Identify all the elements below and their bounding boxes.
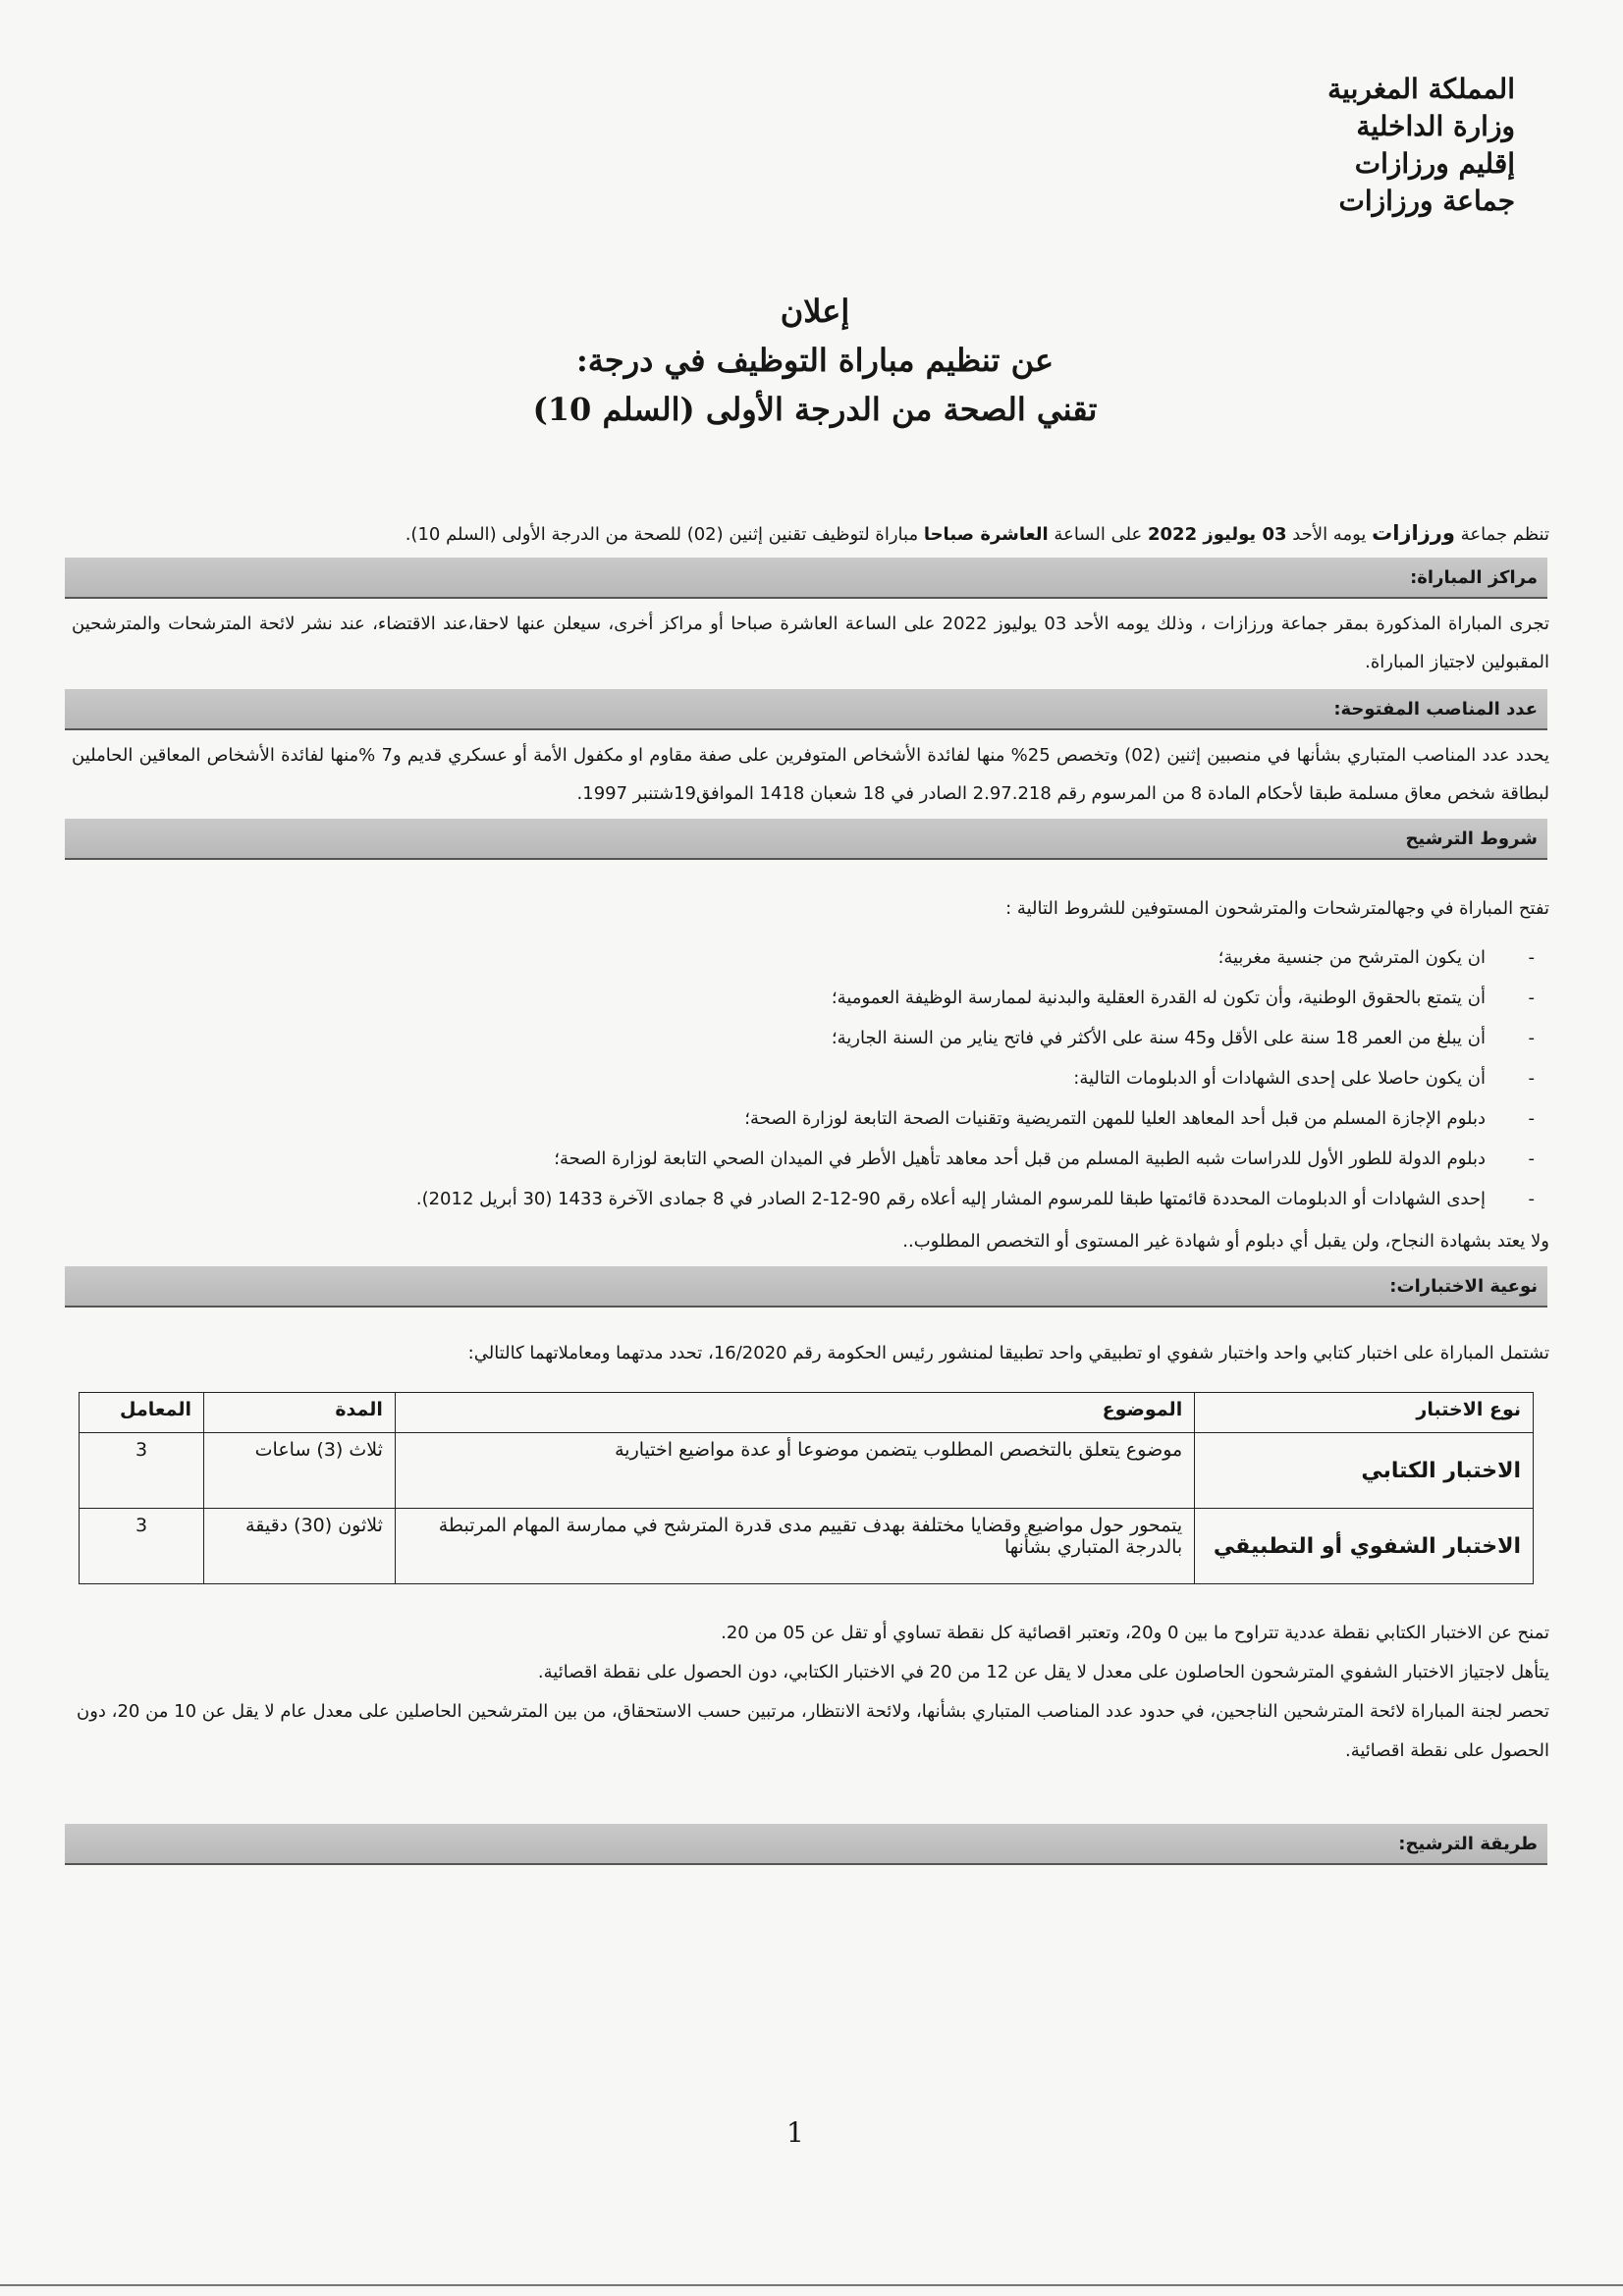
conditions-intro: تفتح المباراة في وجهالمترشحات والمترشحون المستوفين للشروط التالية :: [1005, 898, 1549, 919]
intro-time: العاشرة صباحا: [923, 524, 1049, 545]
condition-text: دبلوم الدولة للطور الأول للدراسات شبه الطبية المسلم من قبل أحد معاهد تأهيل الأطر في الميدان الصحي التابعة لوزارة الصحة؛: [554, 1148, 1486, 1169]
list-item: [111, 1139, 1535, 1179]
note-oral-eligibility: يتأهل لاجتياز الاختبار الشفوي المترشحون الحاصلون على معدل لا يقل عن 12 من 20 في الاختبار الكتابي، دون الحصول على نقطة اقصائية.: [537, 1662, 1549, 1682]
list-item: [111, 978, 1535, 1018]
section-heading-method: طريقة الترشيح:: [1398, 1834, 1538, 1854]
note-final-list: تحصر لجنة المباراة لائحة المترشحين الناجحين، في حدود عدد المناصب المتباري بشأنها، ولائحة الانتظار، مرتبين حسب الاستحقاق، من بين المترشحين الحاصلين على معدل عام لا يقل عن 10 من 20، دون الحصول على نقطة اقصائية.: [76, 1701, 1549, 1761]
column-header-coefficient: المعامل: [80, 1393, 204, 1433]
condition-text: دبلوم الإجازة المسلم من قبل أحد المعاهد العليا للمهن التمريضية وتقنيات الصحة التابعة لوزارة الصحة؛: [744, 1108, 1486, 1129]
table-row: [80, 1509, 1534, 1584]
list-item: [111, 937, 1535, 978]
list-item: [111, 1179, 1535, 1219]
intro-date: 03 يوليوز 2022: [1148, 524, 1287, 545]
tests-intro: تشتمل المباراة على اختبار كتابي واحد واختبار شفوي او تطبيقي واحد تطبيقا لمنشور رئيس الحكومة رقم 16/2020، تحدد مدتهما ومعاملاتهما كالتالي:: [467, 1343, 1549, 1363]
condition-text: ان يكون المترشح من جنسية مغربية؛: [1217, 947, 1486, 968]
note-written-score: تمنح عن الاختبار الكتابي نقطة عددية تتراوح ما بين 0 و20، وتعتبر اقصائية كل نقطة تساوي أو تقل عن 05 من 20.: [721, 1623, 1549, 1643]
section-heading-conditions: شروط الترشيح: [1405, 828, 1538, 849]
intro-text-2: يومه الأحد: [1286, 524, 1373, 545]
letterhead-ministry: وزارة الداخلية: [1356, 110, 1515, 142]
condition-text: أن يبلغ من العمر 18 سنة على الأقل و45 سنة على الأكثر في فاتح يناير من السنة الجارية؛: [831, 1028, 1486, 1048]
list-dash: -: [1528, 988, 1535, 1008]
condition-text: إحدى الشهادات أو الدبلومات المحددة قائمتها طبقا للمرسوم المشار إليه أعلاه رقم 90-12-2 الصادر في 8 جمادى الآخرة 1433 (30 أبريل 2012).: [415, 1189, 1486, 1209]
section-heading-positions: عدد المناصب المفتوحة:: [1333, 699, 1538, 720]
intro-commune: ورزازات: [1372, 521, 1455, 545]
section-bar-centers: [65, 558, 1547, 599]
test-duration: ثلاث (3) ساعات: [204, 1433, 396, 1509]
intro-paragraph: [72, 520, 1549, 548]
section-heading-centers: مراكز المباراة:: [1410, 567, 1538, 588]
test-type: الاختبار الشفوي أو التطبيقي: [1195, 1509, 1534, 1584]
list-dash: -: [1528, 1068, 1535, 1089]
letterhead-province: إقليم ورزازات: [1354, 147, 1515, 180]
title-announcement: إعلان: [780, 293, 850, 330]
letterhead-kingdom: المملكة المغربية: [1327, 73, 1515, 105]
test-coefficient: 3: [80, 1509, 204, 1584]
test-subject: موضوع يتعلق بالتخصص المطلوب يتضمن موضوعا أو عدة مواضيع اختيارية: [395, 1433, 1194, 1509]
section-bar-tests: [65, 1266, 1547, 1308]
condition-text: أن يكون حاصلا على إحدى الشهادات أو الدبلومات التالية:: [1073, 1068, 1486, 1089]
list-dash: -: [1528, 947, 1535, 968]
section-bar-method: [65, 1824, 1547, 1865]
test-duration: ثلاثون (30) دقيقة: [204, 1509, 396, 1584]
letterhead-commune: جماعة ورزازات: [1338, 185, 1515, 217]
list-dash: -: [1528, 1108, 1535, 1129]
table-header-row: [80, 1393, 1534, 1433]
list-dash: -: [1528, 1148, 1535, 1169]
page-number: 1: [786, 2116, 804, 2149]
list-dash: -: [1528, 1189, 1535, 1209]
centers-paragraph: تجرى المباراة المذكورة بمقر جماعة ورزازات ، وذلك يومه الأحد 03 يوليوز 2022 على الساعة العاشرة صباحا أو مراكز أخرى، سيعلن عنها لاحقا،عند الاقتضاء، عند نشر لائحة المترشحات والمترشحين المقبولين لاجتياز المباراة.: [72, 614, 1549, 672]
section-bar-conditions: [65, 819, 1547, 860]
condition-text: أن يتمتع بالحقوق الوطنية، وأن تكون له القدرة العقلية والبدنية لممارسة الوظيفة العمومية؛: [831, 988, 1486, 1008]
intro-text-3: على الساعة: [1048, 524, 1148, 545]
list-item: [111, 1058, 1535, 1098]
page-bottom-edge: [0, 2284, 1623, 2286]
section-bar-positions: [65, 689, 1547, 730]
document-title: [373, 287, 1257, 434]
list-item: [111, 1098, 1535, 1139]
test-coefficient: 3: [80, 1433, 204, 1509]
title-grade: تقني الصحة من الدرجة الأولى (السلم 10): [532, 391, 1098, 428]
table-row: [80, 1433, 1534, 1509]
conditions-outro: ولا يعتد بشهادة النجاح، ولن يقبل أي دبلوم أو شهادة غير المستوى أو التخصص المطلوب..: [902, 1231, 1549, 1252]
intro-text-4: مباراة لتوظيف تقنين إثنين (02) للصحة من الدرجة الأولى (السلم 10).: [405, 524, 924, 545]
intro-text-1: تنظم جماعة: [1454, 524, 1549, 545]
column-header-duration: المدة: [204, 1393, 396, 1433]
list-item: [111, 1018, 1535, 1058]
tests-notes: [72, 1614, 1549, 1771]
column-header-type: نوع الاختبار: [1195, 1393, 1534, 1433]
test-subject: يتمحور حول مواضيع وقضايا مختلفة بهدف تقييم مدى قدرة المترشح في ممارسة المهام المرتبطة بالدرجة المتباري بشأنها: [395, 1509, 1194, 1584]
test-type: الاختبار الكتابي: [1195, 1433, 1534, 1509]
tests-table: [79, 1392, 1534, 1584]
list-dash: -: [1528, 1028, 1535, 1048]
conditions-list: [111, 937, 1535, 1219]
section-heading-tests: نوعية الاختبارات:: [1389, 1276, 1538, 1297]
positions-paragraph: يحدد عدد المناصب المتباري بشأنها في منصبين إثنين (02) وتخصص 25% منها لفائدة الأشخاص المتوفرين على صفة مقاوم او مكفول الأمة أو عسكري قديم و7 %منها لفائدة الأشخاص المعاقين الحاملين لبطاقة شخص معاق مسلمة طبقا لأحكام المادة 8 من المرسوم رقم 2.97.218 الصادر في 18 شعبان 1418 الموافق19شتنبر 1997.: [72, 745, 1550, 804]
letterhead: [1162, 71, 1515, 220]
title-subject: عن تنظيم مباراة التوظيف في درجة:: [575, 342, 1055, 379]
column-header-subject: الموضوع: [395, 1393, 1194, 1433]
